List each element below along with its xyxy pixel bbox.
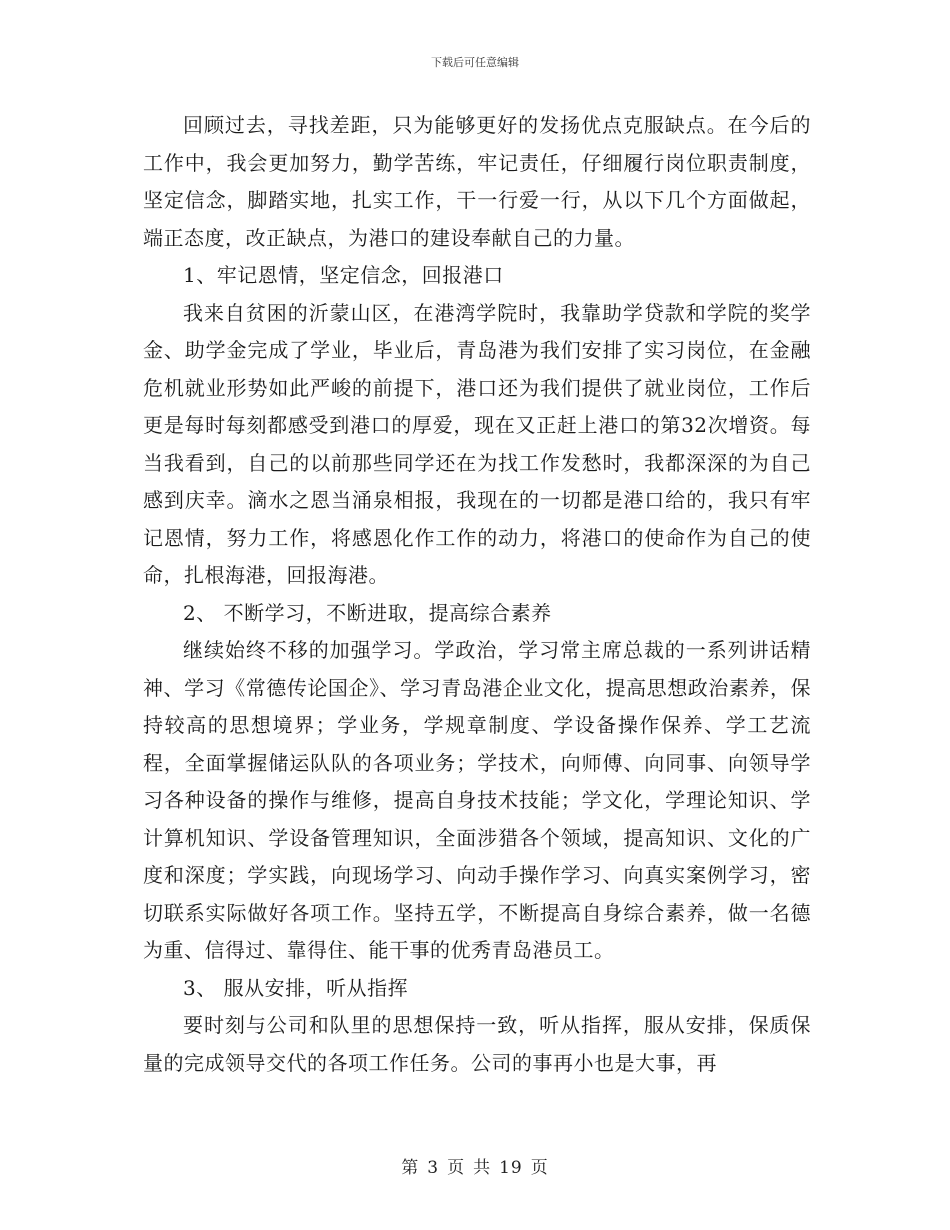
paragraph-section-3: 要时刻与公司和队里的思想保持一致，听从指挥，服从安排，保质保量的完成领导交代的各项工作任务。公司的事再小也是大事，再 <box>143 1013 811 1075</box>
page-header <box>0 54 950 70</box>
section-heading-2: 2、 不断学习，不断进取，提高综合素养 <box>183 600 552 625</box>
paragraph-section-1: 我来自贫困的沂蒙山区，在港湾学院时，我靠助学贷款和学院的奖学金、助学金完成了学业，毕业后，青岛港为我们安排了实习岗位，在金融危机就业形势如此严峻的前提下，港口还为我们提供了就业岗位，工作后更是每时每刻都感受到港口的厚爱，现在又正赶上港口的第32次增资。每当我看到，自己的以前那些同学还在为找工作发愁时，我都深深的为自己感到庆幸。滴水之恩当涌泉相报，我现在的一切都是港口给的，我只有牢记恩情，努力工作，将感恩化作工作的动力，将港口的使命作为自己的使命，扎根海港，回报海港。 <box>143 300 811 587</box>
section-heading-1: 1、牢记恩情，坚定信念，回报港口 <box>183 263 504 287</box>
paragraph-intro: 回顾过去，寻找差距，只为能够更好的发扬优点克服缺点。在今后的工作中，我会更加努力，勤学苦练，牢记责任，仔细履行岗位职责制度，坚定信念，脚踏实地，扎实工作，干一行爱一行，从以下几个方面做起，端正态度，改正缺点，为港口的建设奉献自己的力量。 <box>143 113 811 250</box>
page-footer <box>0 1153 950 1178</box>
footer-page-word: 页 <box>447 1158 466 1178</box>
paragraph-section-2: 继续始终不移的加强学习。学政治，学习常主席总裁的一系列讲话精神、学习《常德传论国企》、学习青岛港企业文化，提高思想政治素养，保持较高的思想境界；学业务，学规章制度、学设备操作保养、学工艺流程，全面掌握储运队队的各项业务；学技术，向师傅、向同事、向领导学习各种设备的操作与维修，提高自身技术技能；学文化，学理论知识、学计算机知识、学设备管理知识，全面涉猎各个领域，提高知识、文化的广度和深度；学实践，向现场学习、向动手操作学习、向真实案例学习，密切联系实际做好各项工作。坚持五学，不断提高自身综合素养，做一名德为重、信得过、靠得住、能干事的优秀青岛港员工。 <box>143 638 811 962</box>
document-body <box>143 107 811 1082</box>
page-number-current: 3 <box>427 1158 440 1178</box>
footer-prefix: 第 <box>401 1158 420 1178</box>
footer-total-word: 共 <box>473 1158 492 1178</box>
section-heading-3: 3、 服从安排，听从指挥 <box>183 975 409 1000</box>
page-number-total: 19 <box>499 1158 523 1178</box>
footer-suffix: 页 <box>530 1158 549 1178</box>
header-text: 下载后可任意编辑 <box>431 56 519 69</box>
